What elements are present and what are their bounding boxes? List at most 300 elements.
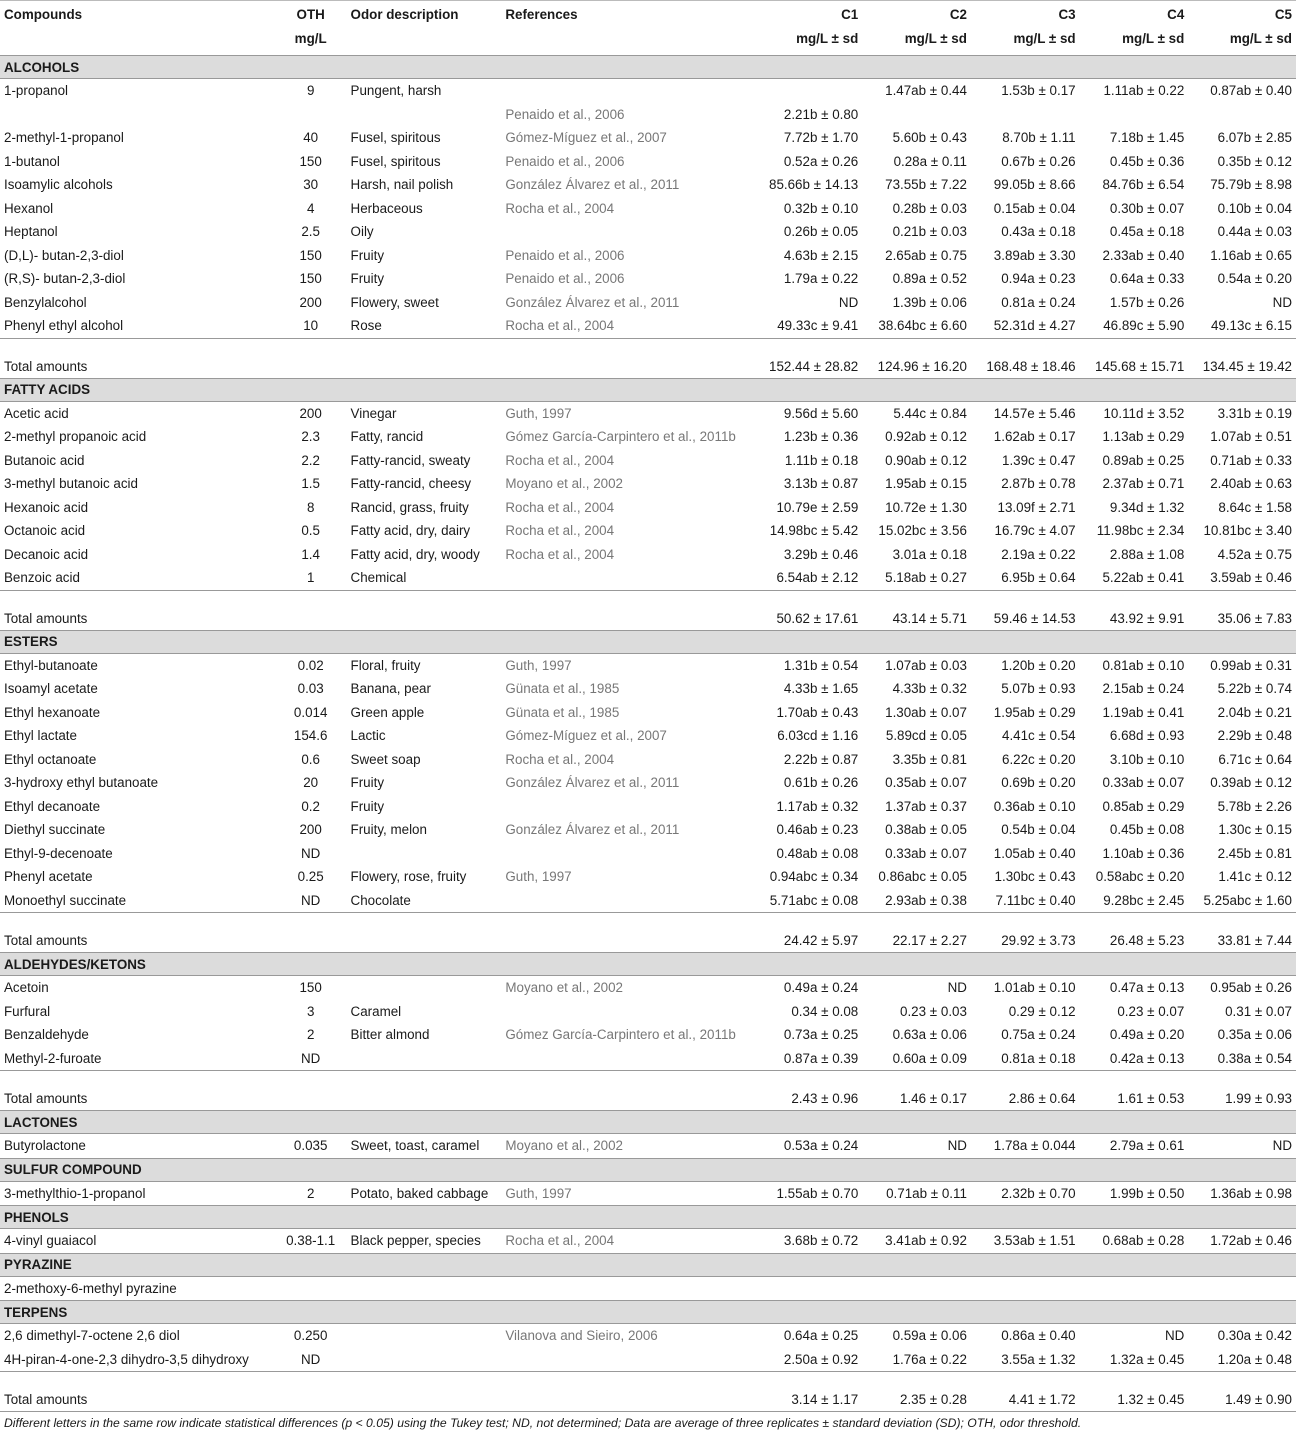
total-blank bbox=[275, 338, 347, 378]
table-row bbox=[0, 865, 1296, 889]
total-label: Total amounts bbox=[0, 1372, 275, 1412]
total-blank bbox=[347, 913, 502, 953]
c2-value: 0.59a ± 0.06 bbox=[892, 1328, 967, 1344]
reference bbox=[501, 1000, 759, 1024]
total-c4: 1.61 ± 0.53 bbox=[1080, 1071, 1189, 1111]
section-header-row bbox=[0, 1111, 1296, 1134]
c2-value: 0.35ab ± 0.07 bbox=[885, 775, 967, 791]
c4-value: 1.19ab ± 0.41 bbox=[1102, 704, 1185, 720]
reference: González Álvarez et al., 2011 bbox=[505, 294, 680, 310]
table-row bbox=[0, 267, 1296, 291]
table-row bbox=[0, 976, 1296, 1000]
section-title: PHENOLS bbox=[0, 1206, 1296, 1229]
odor-description: Fruity bbox=[350, 271, 385, 287]
c1-value: 1.23b ± 0.36 bbox=[783, 429, 859, 445]
section-title: ESTERS bbox=[0, 630, 1296, 653]
compound-name: Methyl-2-furoate bbox=[4, 1050, 102, 1066]
oth-value: ND bbox=[300, 1351, 321, 1367]
c1-value: 5.71abc ± 0.08 bbox=[769, 892, 859, 908]
c5-value: 1.30c ± 0.15 bbox=[1218, 822, 1292, 838]
c5-value: 2.04b ± 0.21 bbox=[1217, 704, 1292, 720]
reference: Gómez-Míguez et al., 2007 bbox=[505, 728, 667, 744]
c1-value: 0.49a ± 0.24 bbox=[783, 980, 859, 996]
c2-value: 0.90ab ± 0.12 bbox=[885, 452, 967, 468]
oth-value: 1 bbox=[306, 570, 315, 586]
reference: Rocha et al., 2004 bbox=[505, 751, 615, 767]
table-row bbox=[0, 126, 1296, 150]
oth-value: 2 bbox=[306, 1027, 315, 1043]
table-body bbox=[0, 56, 1296, 1412]
total-c2: 43.14 ± 5.71 bbox=[862, 590, 971, 630]
total-c5: 35.06 ± 7.83 bbox=[1188, 590, 1296, 630]
c1-value: 0.52a ± 0.26 bbox=[783, 153, 859, 169]
odor-description: Fatty-rancid, sweaty bbox=[350, 452, 471, 468]
c1-value: 4.33b ± 1.65 bbox=[783, 681, 859, 697]
c3-value: 1.62ab ± 0.17 bbox=[993, 429, 1076, 445]
odor-description: Sweet, toast, caramel bbox=[350, 1138, 480, 1154]
oth-value: 0.2 bbox=[301, 798, 320, 814]
header-blank bbox=[347, 31, 502, 56]
section-title: ALDEHYDES/KETONS bbox=[0, 953, 1296, 976]
compound-name: 2-methoxy-6-methyl pyrazine bbox=[4, 1280, 177, 1296]
reference: Rocha et al., 2004 bbox=[505, 200, 615, 216]
oth-value: 2.2 bbox=[301, 452, 320, 468]
odor-description: Pungent, harsh bbox=[350, 83, 442, 99]
section-title: FATTY ACIDS bbox=[0, 378, 1296, 401]
odor-description bbox=[347, 1324, 502, 1348]
reference: Guth, 1997 bbox=[505, 869, 572, 885]
header-c2: C2 bbox=[862, 1, 971, 32]
reference: Penaido et al., 2006 bbox=[505, 271, 625, 287]
section-header-row bbox=[0, 630, 1296, 653]
c2-value: 0.60a ± 0.09 bbox=[892, 1050, 967, 1066]
c1-value: 2.22b ± 0.87 bbox=[783, 751, 859, 767]
c4-value: 1.11ab ± 0.22 bbox=[1103, 83, 1185, 99]
total-blank bbox=[347, 338, 502, 378]
c4-value bbox=[1080, 1276, 1189, 1301]
c1-value: 6.03cd ± 1.16 bbox=[777, 728, 859, 744]
c3-value: 6.22c ± 0.20 bbox=[1002, 751, 1076, 767]
c2-value: 0.86abc ± 0.05 bbox=[878, 869, 967, 885]
c4-value: 0.33ab ± 0.07 bbox=[1102, 775, 1185, 791]
section-title: TERPENS bbox=[0, 1301, 1296, 1324]
table-row bbox=[0, 1023, 1296, 1047]
c5-value: 2.45b ± 0.81 bbox=[1217, 845, 1292, 861]
c5-value: 0.54a ± 0.20 bbox=[1217, 271, 1292, 287]
total-blank bbox=[275, 590, 347, 630]
c5-value: 2.29b ± 0.48 bbox=[1217, 728, 1292, 744]
total-c5: 1.99 ± 0.93 bbox=[1188, 1071, 1296, 1111]
c5-value: 4.52a ± 0.75 bbox=[1217, 546, 1292, 562]
total-row bbox=[0, 913, 1296, 953]
c3-value: 3.53ab ± 1.51 bbox=[993, 1233, 1076, 1249]
oth-value: 0.250 bbox=[293, 1328, 328, 1344]
header-c4: C4 bbox=[1080, 1, 1189, 32]
c2-value: 5.89cd ± 0.05 bbox=[885, 728, 967, 744]
compound-name: Ethyl hexanoate bbox=[4, 704, 101, 720]
c5-value: 1.16ab ± 0.65 bbox=[1210, 247, 1292, 263]
c1-value: 1.17ab ± 0.32 bbox=[776, 798, 859, 814]
compound-name: Phenyl ethyl alcohol bbox=[4, 318, 124, 334]
total-label: Total amounts bbox=[0, 338, 275, 378]
compound-name: Acetoin bbox=[4, 980, 49, 996]
c5-value: 1.41c ± 0.12 bbox=[1218, 869, 1292, 885]
table-row bbox=[0, 79, 1296, 103]
c2-value: 15.02bc ± 3.56 bbox=[878, 523, 967, 539]
c5-value: 0.44a ± 0.03 bbox=[1217, 224, 1292, 240]
reference bbox=[501, 1348, 759, 1372]
reference: Penaido et al., 2006 bbox=[505, 106, 625, 122]
c1-value: 10.79e ± 2.59 bbox=[776, 499, 859, 515]
c3-value: 16.79c ± 4.07 bbox=[994, 523, 1076, 539]
oth-value: 154.6 bbox=[293, 728, 328, 744]
reference: Penaido et al., 2006 bbox=[505, 247, 625, 263]
compound-name: Heptanol bbox=[4, 224, 58, 240]
odor-description: Chemical bbox=[350, 570, 407, 586]
c4-value: 84.76b ± 6.54 bbox=[1102, 177, 1185, 193]
table-row bbox=[0, 519, 1296, 543]
c2-value: 2.65ab ± 0.75 bbox=[885, 247, 967, 263]
compound-name: 3-methyl butanoic acid bbox=[4, 476, 138, 492]
c2-value: 0.38ab ± 0.05 bbox=[885, 822, 967, 838]
reference bbox=[501, 1047, 759, 1071]
compound-name: (D,L)- butan-2,3-diol bbox=[4, 247, 124, 263]
table-row bbox=[0, 220, 1296, 244]
table-row bbox=[0, 771, 1296, 795]
c3-value: 13.09f ± 2.71 bbox=[997, 499, 1076, 515]
section-header-row bbox=[0, 1301, 1296, 1324]
odor-description: Flowery, rose, fruity bbox=[350, 869, 467, 885]
c1-value: 49.33c ± 9.41 bbox=[777, 318, 859, 334]
total-row bbox=[0, 590, 1296, 630]
c3-value bbox=[971, 103, 1080, 127]
reference bbox=[501, 566, 759, 590]
oth-value: 0.014 bbox=[293, 704, 328, 720]
c2-value: 0.63a ± 0.06 bbox=[892, 1027, 967, 1043]
oth-value: 0.02 bbox=[297, 657, 324, 673]
reference: Rocha et al., 2004 bbox=[505, 452, 615, 468]
odor-description: Chocolate bbox=[350, 892, 411, 908]
c3-value: 14.57e ± 5.46 bbox=[993, 405, 1076, 421]
odor-description bbox=[347, 103, 502, 127]
total-c1: 24.42 ± 5.97 bbox=[760, 913, 863, 953]
c3-value: 2.87b ± 0.78 bbox=[1001, 476, 1076, 492]
c2-value: 1.39b ± 0.06 bbox=[892, 294, 967, 310]
c4-value: 0.89ab ± 0.25 bbox=[1102, 452, 1185, 468]
reference: Rocha et al., 2004 bbox=[505, 1233, 615, 1249]
total-c4: 145.68 ± 15.71 bbox=[1080, 338, 1189, 378]
odor-description: Fusel, spiritous bbox=[350, 153, 441, 169]
total-c5: 134.45 ± 19.42 bbox=[1188, 338, 1296, 378]
c2-value: 3.41ab ± 0.92 bbox=[885, 1233, 967, 1249]
total-row bbox=[0, 338, 1296, 378]
compound-name: (R,S)- butan-2,3-diol bbox=[4, 271, 126, 287]
total-c4: 26.48 ± 5.23 bbox=[1080, 913, 1189, 953]
table-row bbox=[0, 795, 1296, 819]
table-row bbox=[0, 449, 1296, 473]
compound-name bbox=[0, 103, 275, 127]
odor-description bbox=[347, 1276, 502, 1301]
reference bbox=[501, 1276, 759, 1301]
compound-name: Ethyl lactate bbox=[4, 728, 77, 744]
total-blank bbox=[347, 590, 502, 630]
compound-name: Ethyl-9-decenoate bbox=[4, 845, 113, 861]
c1-value: 0.61b ± 0.26 bbox=[783, 775, 859, 791]
odor-description: Caramel bbox=[350, 1003, 402, 1019]
c5-value: 5.22b ± 0.74 bbox=[1217, 681, 1292, 697]
c3-value: 0.54b ± 0.04 bbox=[1001, 822, 1076, 838]
section-header-row bbox=[0, 1253, 1296, 1276]
odor-description: Flowery, sweet bbox=[350, 294, 439, 310]
header-c2-unit: mg/L ± sd bbox=[862, 31, 971, 56]
table-row bbox=[0, 543, 1296, 567]
reference bbox=[501, 795, 759, 819]
total-blank bbox=[347, 1372, 502, 1412]
reference: Rocha et al., 2004 bbox=[505, 546, 615, 562]
table-row bbox=[0, 103, 1296, 127]
c1-value: 1.70ab ± 0.43 bbox=[776, 704, 859, 720]
odor-description: Rancid, grass, fruity bbox=[350, 499, 469, 515]
c3-value: 1.05ab ± 0.40 bbox=[993, 845, 1076, 861]
table-row bbox=[0, 1181, 1296, 1206]
c4-value: 1.13ab ± 0.29 bbox=[1102, 429, 1185, 445]
c1-value: 3.68b ± 0.72 bbox=[783, 1233, 859, 1249]
c4-value bbox=[1080, 103, 1189, 127]
oth-value: 150 bbox=[299, 247, 322, 263]
odor-description bbox=[347, 1047, 502, 1071]
c3-value: 8.70b ± 1.11 bbox=[1002, 130, 1076, 146]
odor-description: Green apple bbox=[350, 704, 425, 720]
c3-value: 7.11bc ± 0.40 bbox=[995, 892, 1076, 908]
oth-value: ND bbox=[300, 892, 321, 908]
table-row bbox=[0, 173, 1296, 197]
odor-description: Vinegar bbox=[350, 405, 397, 421]
header-c4-unit: mg/L ± sd bbox=[1080, 31, 1189, 56]
oth-value bbox=[275, 1276, 347, 1301]
oth-value: 2 bbox=[306, 1185, 315, 1201]
compound-name: Benzoic acid bbox=[4, 570, 80, 586]
table-row bbox=[0, 291, 1296, 315]
oth-value: 0.5 bbox=[301, 523, 320, 539]
table-row bbox=[0, 197, 1296, 221]
c5-value: 1.72ab ± 0.46 bbox=[1210, 1233, 1292, 1249]
c5-value: 0.95ab ± 0.26 bbox=[1210, 980, 1292, 996]
odor-description: Harsh, nail polish bbox=[350, 177, 454, 193]
reference: Gómez-Míguez et al., 2007 bbox=[505, 130, 667, 146]
odor-description bbox=[347, 842, 502, 866]
odor-description: Lactic bbox=[350, 728, 386, 744]
section-header-row bbox=[0, 1158, 1296, 1181]
c3-value bbox=[971, 1276, 1080, 1301]
c5-value: ND bbox=[1272, 1138, 1292, 1154]
c4-value: 0.42a ± 0.13 bbox=[1109, 1050, 1185, 1066]
oth-value: 2.3 bbox=[301, 429, 320, 445]
c5-value bbox=[1188, 1276, 1296, 1301]
c5-value: 6.71c ± 0.64 bbox=[1218, 751, 1292, 767]
table-row bbox=[0, 701, 1296, 725]
total-c3: 4.41 ± 1.72 bbox=[971, 1372, 1080, 1412]
oth-value: 9 bbox=[306, 83, 315, 99]
c1-value: 0.48ab ± 0.08 bbox=[776, 845, 859, 861]
oth-value: 3 bbox=[306, 1003, 315, 1019]
reference: Gómez García-Carpintero et al., 2011b bbox=[505, 1027, 736, 1043]
c2-value: 38.64bc ± 6.60 bbox=[878, 318, 967, 334]
reference: Guth, 1997 bbox=[505, 657, 572, 673]
c2-value: 5.60b ± 0.43 bbox=[892, 130, 967, 146]
total-c4: 43.92 ± 9.91 bbox=[1080, 590, 1189, 630]
oth-value: 40 bbox=[303, 130, 319, 146]
total-row bbox=[0, 1071, 1296, 1111]
c4-value: 0.68ab ± 0.28 bbox=[1102, 1233, 1185, 1249]
oth-value: 150 bbox=[299, 980, 322, 996]
table-row bbox=[0, 889, 1296, 913]
compound-name: Decanoic acid bbox=[4, 546, 89, 562]
c5-value: 2.40ab ± 0.63 bbox=[1210, 476, 1292, 492]
c3-value: 0.36ab ± 0.10 bbox=[993, 798, 1076, 814]
c4-value: 2.37ab ± 0.71 bbox=[1102, 476, 1185, 492]
total-c3: 2.86 ± 0.64 bbox=[971, 1071, 1080, 1111]
c5-value: 0.35a ± 0.06 bbox=[1217, 1027, 1292, 1043]
section-title: PYRAZINE bbox=[0, 1253, 1296, 1276]
c1-value: 7.72b ± 1.70 bbox=[783, 130, 859, 146]
c5-value: 49.13c ± 6.15 bbox=[1210, 318, 1292, 334]
c5-value: 0.87ab ± 0.40 bbox=[1210, 83, 1292, 99]
total-c2: 124.96 ± 16.20 bbox=[862, 338, 971, 378]
header-compounds: Compounds bbox=[0, 1, 275, 32]
c5-value: 1.20a ± 0.48 bbox=[1217, 1351, 1292, 1367]
compound-name: Ethyl-butanoate bbox=[4, 657, 98, 673]
c5-value: 1.07ab ± 0.51 bbox=[1210, 429, 1292, 445]
table-row bbox=[0, 1047, 1296, 1071]
c2-value: 0.33ab ± 0.07 bbox=[885, 845, 967, 861]
c4-value: 1.32a ± 0.45 bbox=[1109, 1351, 1185, 1367]
c3-value: 52.31d ± 4.27 bbox=[993, 318, 1076, 334]
header-odor: Odor description bbox=[347, 1, 502, 32]
c2-value: 0.28b ± 0.03 bbox=[892, 200, 967, 216]
odor-description: Fatty, rancid bbox=[350, 429, 424, 445]
c2-value: 1.30ab ± 0.07 bbox=[885, 704, 967, 720]
c2-value: 5.44c ± 0.84 bbox=[893, 405, 967, 421]
table-row bbox=[0, 566, 1296, 590]
c4-value: 0.49a ± 0.20 bbox=[1109, 1027, 1185, 1043]
total-c3: 59.46 ± 14.53 bbox=[971, 590, 1080, 630]
oth-value: 8 bbox=[306, 499, 315, 515]
c2-value: 1.07ab ± 0.03 bbox=[885, 657, 967, 673]
table-row bbox=[0, 842, 1296, 866]
c2-value: 0.28a ± 0.11 bbox=[893, 153, 967, 169]
c2-value: 0.21b ± 0.03 bbox=[892, 224, 967, 240]
c1-value: 2.21b ± 0.80 bbox=[783, 106, 859, 122]
c3-value: 1.78a ± 0.044 bbox=[993, 1138, 1076, 1154]
c3-value: 99.05b ± 8.66 bbox=[993, 177, 1076, 193]
c1-value: 85.66b ± 14.13 bbox=[769, 177, 859, 193]
reference: Günata et al., 1985 bbox=[505, 704, 620, 720]
c4-value: 0.30b ± 0.07 bbox=[1109, 200, 1185, 216]
c3-value: 0.69b ± 0.20 bbox=[1001, 775, 1076, 791]
c4-value: 6.68d ± 0.93 bbox=[1109, 728, 1185, 744]
total-blank bbox=[501, 913, 759, 953]
reference: Penaido et al., 2006 bbox=[505, 153, 625, 169]
c4-value: 2.88a ± 1.08 bbox=[1109, 546, 1185, 562]
c1-value: 3.29b ± 0.46 bbox=[783, 546, 859, 562]
c3-value: 0.86a ± 0.40 bbox=[1001, 1328, 1076, 1344]
oth-value: 20 bbox=[303, 775, 319, 791]
oth-value: 0.25 bbox=[297, 869, 324, 885]
c5-value: 5.25abc ± 1.60 bbox=[1203, 892, 1292, 908]
c3-value: 5.07b ± 0.93 bbox=[1001, 681, 1076, 697]
c4-value: 0.47a ± 0.13 bbox=[1109, 980, 1185, 996]
c1-value bbox=[760, 79, 863, 103]
odor-description: Fruity bbox=[350, 798, 385, 814]
header-oth: OTH bbox=[275, 1, 347, 32]
total-blank bbox=[501, 1372, 759, 1412]
compound-name: 3-methylthio-1-propanol bbox=[4, 1185, 146, 1201]
section-title: ALCOHOLS bbox=[0, 56, 1296, 79]
c1-value: 0.34 ± 0.08 bbox=[791, 1003, 859, 1019]
section-title: LACTONES bbox=[0, 1111, 1296, 1134]
table-row bbox=[0, 150, 1296, 174]
compound-name: 1-butanol bbox=[4, 153, 60, 169]
c5-value: 5.78b ± 2.26 bbox=[1217, 798, 1292, 814]
c1-value: 0.26b ± 0.05 bbox=[783, 224, 859, 240]
compound-name: 2-methyl-1-propanol bbox=[4, 130, 124, 146]
section-header-row bbox=[0, 1206, 1296, 1229]
c1-value: 3.13b ± 0.87 bbox=[783, 476, 859, 492]
table-row bbox=[0, 1348, 1296, 1372]
c4-value: 9.34d ± 1.32 bbox=[1109, 499, 1185, 515]
compound-name: 3-hydroxy ethyl butanoate bbox=[4, 775, 159, 791]
section-header-row bbox=[0, 56, 1296, 79]
oth-value: 0.38-1.1 bbox=[286, 1233, 336, 1249]
c1-value: 0.46ab ± 0.23 bbox=[776, 822, 859, 838]
total-c4: 1.32 ± 0.45 bbox=[1080, 1372, 1189, 1412]
c3-value: 2.19a ± 0.22 bbox=[1001, 546, 1076, 562]
c4-value: 46.89c ± 5.90 bbox=[1103, 318, 1185, 334]
c3-value: 0.67b ± 0.26 bbox=[1001, 153, 1076, 169]
c2-value: ND bbox=[947, 980, 967, 996]
c4-value: 0.23 ± 0.07 bbox=[1117, 1003, 1185, 1019]
header-references: References bbox=[501, 1, 759, 32]
header-c1: C1 bbox=[760, 1, 863, 32]
compound-name: Octanoic acid bbox=[4, 523, 86, 539]
c5-value: 0.99ab ± 0.31 bbox=[1210, 657, 1292, 673]
compound-name: 1-propanol bbox=[4, 83, 69, 99]
table-row bbox=[0, 401, 1296, 425]
c2-value: ND bbox=[947, 1138, 967, 1154]
odor-description bbox=[347, 1348, 502, 1372]
c3-value: 0.94a ± 0.23 bbox=[1001, 271, 1076, 287]
c1-value: ND bbox=[838, 294, 859, 310]
c2-value: 73.55b ± 7.22 bbox=[885, 177, 967, 193]
c4-value: 0.85ab ± 0.29 bbox=[1102, 798, 1185, 814]
c1-value: 0.94abc ± 0.34 bbox=[769, 869, 859, 885]
total-blank bbox=[501, 590, 759, 630]
table-row bbox=[0, 1229, 1296, 1254]
c5-value: 0.31 ± 0.07 bbox=[1225, 1003, 1292, 1019]
total-c2: 22.17 ± 2.27 bbox=[862, 913, 971, 953]
oth-value: 2.5 bbox=[301, 224, 320, 240]
oth-value: ND bbox=[300, 1050, 321, 1066]
odor-description: Fruity bbox=[350, 247, 385, 263]
c5-value: 0.10b ± 0.04 bbox=[1217, 200, 1292, 216]
compound-name: Butyrolactone bbox=[4, 1138, 86, 1154]
c2-value: 1.47ab ± 0.44 bbox=[885, 83, 967, 99]
odor-description: Fatty acid, dry, woody bbox=[350, 546, 480, 562]
header-c5: C5 bbox=[1188, 1, 1296, 32]
reference bbox=[501, 842, 759, 866]
c1-value: 1.11b ± 0.18 bbox=[784, 452, 859, 468]
c1-value: 0.87a ± 0.39 bbox=[783, 1050, 859, 1066]
